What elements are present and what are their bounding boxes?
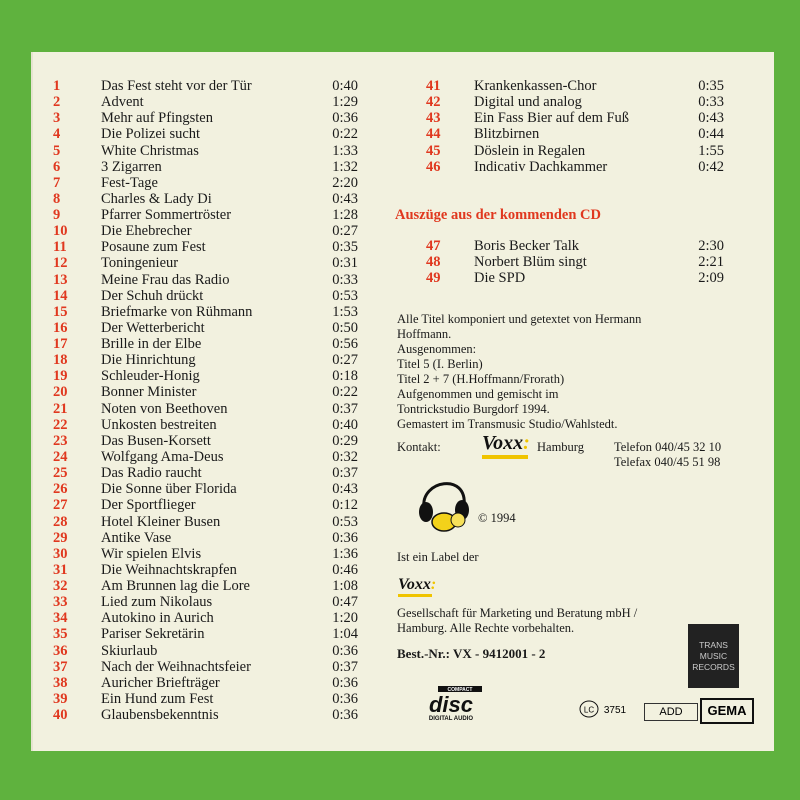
track-row [53,336,373,352]
track-num: 48 [426,254,441,271]
track-time: 1:33 [332,142,358,159]
track-title: Blitzbirnen [474,126,540,143]
copyright: © 1994 [478,511,516,525]
track-num: 23 [53,432,68,449]
track-time: 0:12 [332,497,358,514]
voxx-logo-text: Voxx [482,432,524,454]
track-time: 0:33 [332,271,358,288]
track-title: Glaubensbekenntnis [101,707,219,724]
lc-number: 3751 [603,705,627,716]
track-row [53,239,373,255]
track-num: 45 [426,142,441,159]
track-title: Brille in der Elbe [101,336,202,353]
track-title: 3 Zigarren [101,158,162,175]
compact-disc-logo [420,686,482,722]
track-num: 3 [53,110,61,127]
track-num: 25 [53,465,68,482]
track-time: 1:28 [332,207,358,224]
track-title: Am Brunnen lag die Lore [101,578,250,595]
track-row [53,417,373,433]
track-num: 7 [53,174,61,191]
track-time: 0:36 [332,642,358,659]
track-num: 20 [53,384,68,401]
track-num: 27 [53,497,68,514]
track-time: 2:21 [698,254,724,271]
track-time: 0:22 [332,384,358,401]
track-row [53,272,373,288]
track-row [426,94,746,110]
track-row [426,238,746,254]
track-title: Noten von Beethoven [101,400,228,417]
track-time: 1:53 [332,303,358,320]
track-num: 49 [426,270,441,287]
track-title: Posaune zum Fest [101,239,206,256]
trans-music-logo [688,624,739,688]
track-title: Die Hinrichtung [101,352,196,369]
track-title: Die Polizei sucht [101,126,201,143]
track-title: Meine Frau das Radio [101,271,230,288]
track-title: Das Fest steht vor der Tür [101,78,252,94]
lc-prefix: LC [583,705,595,715]
track-time: 0:33 [698,94,724,111]
track-num: 40 [53,707,68,724]
track-time: 0:36 [332,690,358,707]
gema-logo: GEMA [700,698,754,724]
track-row [426,159,746,175]
track-row [53,191,373,207]
track-title: Unkosten bestreiten [101,416,217,433]
track-time: 2:20 [332,174,358,191]
track-time: 0:56 [332,336,358,353]
track-num: 47 [426,238,441,254]
track-title: Fest-Tage [101,174,158,191]
track-row [53,94,373,110]
cd-logo-main: disc [428,692,474,717]
preview-heading: Auszüge aus der kommenden CD [395,207,601,223]
track-row [426,254,746,270]
track-num: 37 [53,658,68,675]
track-row [53,497,373,513]
track-row [53,175,373,191]
track-time: 0:31 [332,255,358,272]
track-num: 36 [53,642,68,659]
track-row [53,514,373,530]
track-title: Auricher Briefträger [101,674,220,691]
track-title: Die Weihnachtskrapfen [101,561,237,578]
track-title: Advent [101,94,144,111]
track-time: 0:36 [332,707,358,724]
track-num: 39 [53,690,68,707]
track-row [53,368,373,384]
track-title: Das Radio raucht [101,465,202,482]
contact-phone: Telefon 040/45 32 10 [614,440,722,454]
track-num: 31 [53,561,68,578]
track-row [53,659,373,675]
trans-music-line-3: RECORDS [692,661,735,672]
track-row [53,433,373,449]
track-time: 2:09 [698,270,724,287]
contact-label: Kontakt: [397,440,441,454]
track-title: Hotel Kleiner Busen [101,513,221,530]
track-row [53,675,373,691]
track-num: 13 [53,271,68,288]
track-title: Mehr auf Pfingsten [101,110,213,127]
catalog-number: Best.-Nr.: VX - 9412001 - 2 [397,646,546,661]
track-row [53,320,373,336]
track-title: Pariser Sekretärin [101,626,205,643]
voxx-logo-small: Voxx: [398,576,437,593]
track-time: 2:30 [698,238,724,254]
track-title: Krankenkassen-Chor [474,78,597,94]
track-num: 30 [53,545,68,562]
track-title: Norbert Blüm singt [474,254,587,271]
track-title: Briefmarke von Rühmann [101,303,253,320]
track-time: 0:40 [332,78,358,94]
track-num: 32 [53,578,68,595]
track-time: 0:37 [332,465,358,482]
track-row [53,384,373,400]
track-row [53,449,373,465]
track-time: 0:29 [332,432,358,449]
track-time: 0:22 [332,126,358,143]
track-time: 0:35 [698,78,724,94]
track-row [426,270,746,286]
voxx-logo-small-text: Voxx [398,576,431,593]
cd-logo-bottom: DIGITAL AUDIO [428,716,474,722]
track-time: 0:53 [332,287,358,304]
track-title: Der Sportflieger [101,497,196,514]
track-time: 0:47 [332,594,358,611]
track-row [53,78,373,94]
track-title: Nach der Weihnachtsfeier [101,658,251,675]
track-title: Die SPD [474,270,526,287]
track-num: 4 [53,126,61,143]
trans-music-line-2: MUSIC [699,650,728,661]
track-row [53,304,373,320]
track-title: Das Busen-Korsett [101,432,211,449]
track-num: 5 [53,142,61,159]
lc-code [579,700,639,721]
trans-music-line-1: TRANS [699,639,728,650]
track-num: 15 [53,303,68,320]
track-time: 1:55 [698,142,724,159]
track-time: 1:04 [332,626,358,643]
voxx-logo-small-underline [398,594,432,597]
track-time: 0:46 [332,561,358,578]
track-num: 38 [53,674,68,691]
track-num: 28 [53,513,68,530]
track-row [53,159,373,175]
track-num: 21 [53,400,68,417]
track-time: 0:43 [698,110,724,127]
track-time: 1:36 [332,545,358,562]
track-row [53,126,373,142]
track-num: 18 [53,352,68,369]
credits-notes: Alle Titel komponiert und getextet von Hermann Hoffmann. Ausgenommen: Titel 5 (I. Berlin) Titel 2 + 7 (H.Hoffmann/Frorath) Aufgenommen und gemischt im Tontrickstudio Burgdorf 1994. Gemastert im Transmusic Studio/Wahlstedt. [397,312,642,431]
track-row [53,207,373,223]
track-title: Antike Vase [101,529,172,546]
track-row [53,546,373,562]
track-row [53,643,373,659]
track-title: Wolfgang Ama-Deus [101,448,224,465]
track-title: Ein Hund zum Fest [101,690,214,707]
track-row [426,126,746,142]
track-row [53,352,373,368]
track-title: Der Schuh drückt [101,287,204,304]
track-row [53,610,373,626]
company-text: Gesellschaft für Marketing und Beratung mbH / Hamburg. Alle Rechte vorbehalten. [397,606,638,635]
contact-city: Hamburg [537,440,584,454]
track-row [53,707,373,723]
track-row [53,255,373,271]
track-row [53,223,373,239]
track-time: 0:18 [332,368,358,385]
track-row [53,530,373,546]
track-title: Skiurlaub [101,642,158,659]
track-num: 33 [53,594,68,611]
track-time: 0:27 [332,352,358,369]
track-num: 6 [53,158,61,175]
track-num: 43 [426,110,441,127]
track-time: 0:36 [332,110,358,127]
track-num: 17 [53,336,68,353]
track-time: 0:42 [698,158,724,175]
track-row [53,401,373,417]
track-row [53,626,373,642]
track-num: 29 [53,529,68,546]
track-time: 0:36 [332,674,358,691]
add-badge: ADD [644,703,698,721]
track-time: 0:40 [332,416,358,433]
voxx-logo-underline [482,455,528,459]
track-time: 0:44 [698,126,724,143]
contact-fax: Telefax 040/45 51 98 [614,455,721,469]
track-num: 44 [426,126,441,143]
track-num: 2 [53,94,61,111]
track-time: 0:32 [332,448,358,465]
track-time: 0:36 [332,529,358,546]
track-title: Lied zum Nikolaus [101,594,213,611]
track-row [426,143,746,159]
track-title: Pfarrer Sommertröster [101,207,232,224]
track-row [53,288,373,304]
track-title: Indicativ Dachkammer [474,158,608,175]
track-row [53,110,373,126]
track-row [53,594,373,610]
track-title: Charles & Lady Di [101,190,212,207]
track-row [53,465,373,481]
track-num: 34 [53,610,68,627]
track-title: Toningenieur [101,255,179,272]
track-title: Döslein in Regalen [474,142,586,159]
track-time: 0:43 [332,190,358,207]
track-time: 0:53 [332,513,358,530]
track-row [426,78,746,94]
track-row [53,578,373,594]
track-time: 1:08 [332,578,358,595]
track-num: 22 [53,416,68,433]
track-title: Ein Fass Bier auf dem Fuß [474,110,630,127]
track-title: Schleuder-Honig [101,368,200,385]
track-time: 1:29 [332,94,358,111]
voxx-logo: Voxx: [482,432,530,454]
track-time: 0:37 [332,400,358,417]
track-time: 0:27 [332,223,358,240]
headphones-lemon-icon [414,466,474,534]
track-time: 0:50 [332,319,358,336]
track-time: 0:35 [332,239,358,256]
label-line: Ist ein Label der [397,550,479,564]
track-num: 35 [53,626,68,643]
track-time: 0:37 [332,658,358,675]
track-row [53,481,373,497]
lc-badge-icon [579,700,639,718]
track-title: White Christmas [101,142,199,159]
track-num: 8 [53,190,61,207]
track-time: 1:20 [332,610,358,627]
track-num: 9 [53,207,61,224]
track-num: 42 [426,94,441,111]
track-title: Digital und analog [474,94,582,111]
track-title: Die Sonne über Florida [101,481,237,498]
track-num: 16 [53,319,68,336]
track-title: Autokino in Aurich [101,610,214,627]
track-num: 10 [53,223,68,240]
track-num: 24 [53,448,68,465]
track-title: Der Wetterbericht [101,319,205,336]
track-row [53,562,373,578]
track-row [53,691,373,707]
track-title: Wir spielen Elvis [101,545,202,562]
track-num: 19 [53,368,68,385]
track-num: 26 [53,481,68,498]
track-row [53,143,373,159]
track-num: 14 [53,287,68,304]
track-num: 41 [426,78,441,94]
track-title: Bonner Minister [101,384,197,401]
track-row [426,110,746,126]
track-title: Die Ehebrecher [101,223,192,240]
track-num: 12 [53,255,68,272]
track-time: 0:43 [332,481,358,498]
track-num: 46 [426,158,441,175]
track-num: 1 [53,78,61,94]
track-title: Boris Becker Talk [474,238,580,254]
cd-logo-top: COMPACT [447,687,473,693]
track-num: 11 [53,239,67,256]
track-time: 1:32 [332,158,358,175]
